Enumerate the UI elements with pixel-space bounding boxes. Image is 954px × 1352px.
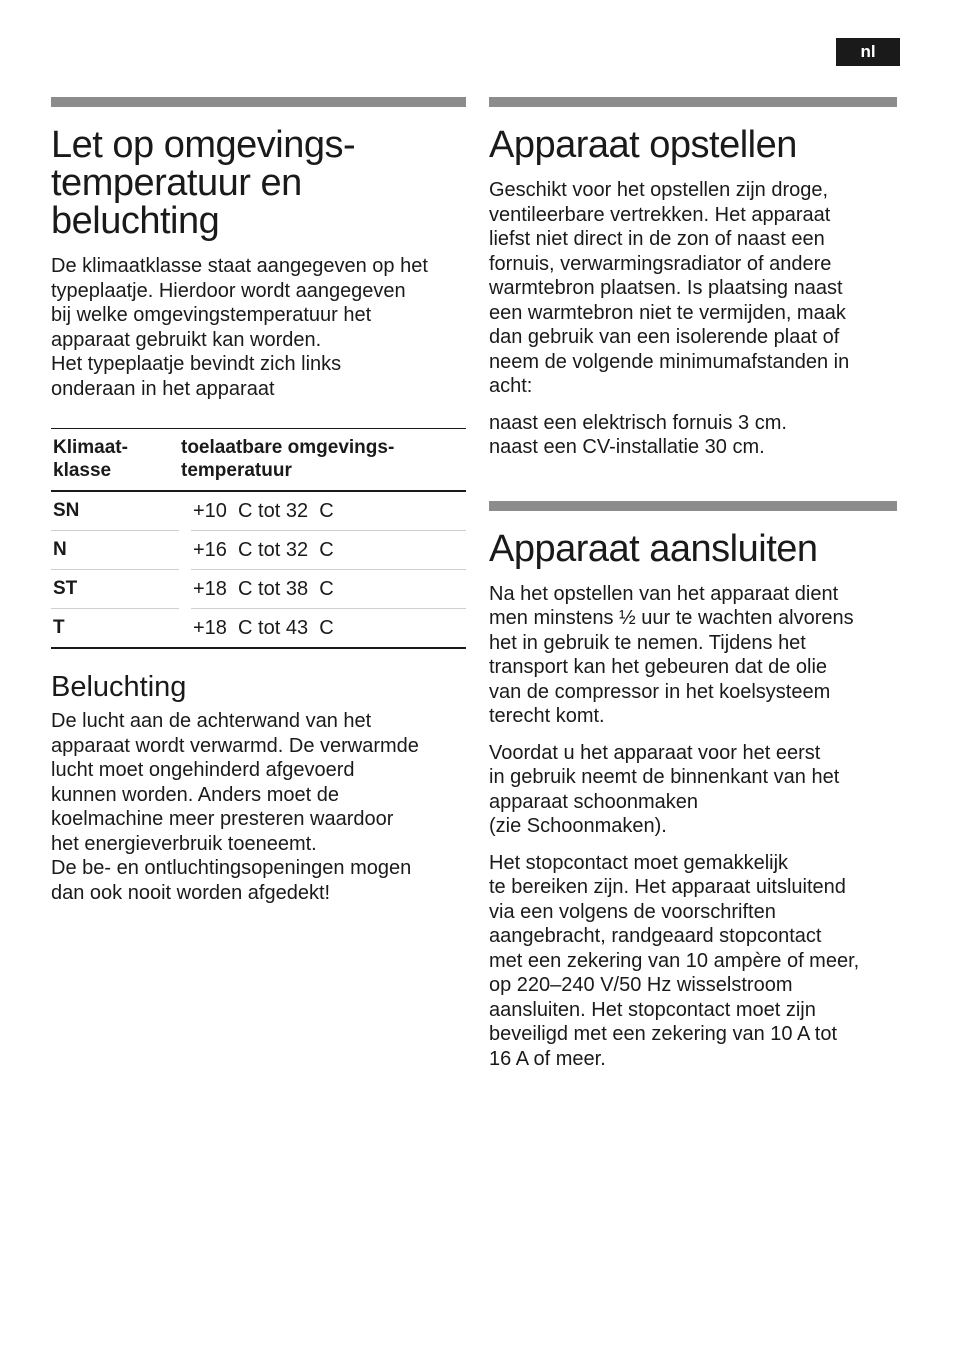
section-rule bbox=[51, 97, 466, 107]
section-title-opstellen: Apparaat opstellen bbox=[489, 124, 797, 166]
table-row bbox=[51, 491, 466, 531]
intro-paragraph: De klimaatklasse staat aangegeven op het typeplaatje. Hierdoor wordt aangegeven bij welke omgevingstemperatuur het apparaat gebruikt kan worden. Het typeplaatje bevindt zich links onderaan in het apparaat bbox=[51, 255, 428, 400]
language-badge: nl bbox=[836, 38, 900, 66]
aansluiten-paragraph-3: Het stopcontact moet gemakkelijk te bereiken zijn. Het apparaat uitsluitend via een volgens de voorschriften aangebracht, randgeaard stopcontact met een zekering van 10 ampère of meer, op 220–240 V/50 Hz wisselstroom aansluiten. Het stopcontact moet zijn beveiligd met een zekering van 10 A tot 16 A of meer. bbox=[489, 851, 860, 1070]
section-title-aansluiten: Apparaat aansluiten bbox=[489, 527, 818, 570]
section-title-omgevingstemperatuur: Let op omgevings- temperatuur en beluchting bbox=[51, 124, 356, 242]
temperatuur-cell: +18 C tot 38 C bbox=[191, 570, 466, 609]
column-header-klasse: Klimaat- klasse bbox=[51, 429, 179, 492]
temperatuur-cell: +16 C tot 32 C bbox=[191, 531, 466, 570]
table-row bbox=[51, 609, 466, 649]
klasse-cell: N bbox=[51, 531, 179, 570]
temperatuur-cell: +10 C tot 32 C bbox=[191, 491, 466, 531]
right-column bbox=[489, 97, 897, 1083]
climate-class-table bbox=[51, 428, 466, 649]
subheading-beluchting: Beluchting bbox=[51, 671, 187, 703]
table-row bbox=[51, 531, 466, 570]
temperatuur-cell: +18 C tot 43 C bbox=[193, 616, 334, 639]
aansluiten-section bbox=[489, 501, 897, 1072]
klasse-cell: SN bbox=[51, 491, 179, 531]
aansluiten-paragraph-2: Voordat u het apparaat voor het eerst in gebruik neemt de binnenkant van het apparaat schoonmaken (zie Schoonmaken). bbox=[489, 741, 840, 837]
section-rule bbox=[489, 97, 897, 107]
table-header-row bbox=[51, 429, 466, 492]
opstellen-paragraph: Geschikt voor het opstellen zijn droge, ventileerbare vertrekken. Het apparaat liefst niet direct in de zon of naast een fornuis, verwarmingsradiator of andere warmtebron plaatsen. Is plaatsing naast een warmtebron niet te vermijden, maak dan gebruik van een isolerende plaat of neem de volgende minimumafstanden in acht: bbox=[489, 179, 850, 397]
section-rule bbox=[489, 501, 897, 511]
klasse-cell: T bbox=[53, 617, 65, 638]
table-row bbox=[51, 570, 466, 609]
aansluiten-paragraph-1: Na het opstellen van het apparaat dient men minstens ½ uur te wachten alvorens het in gebruik te nemen. Tijdens het transport kan het gebeuren dat de olie van de compressor in het koelsysteem terecht komt. bbox=[489, 582, 854, 727]
left-column bbox=[51, 97, 466, 917]
column-header-temperatuur: toelaatbare omgevings- temperatuur bbox=[179, 429, 466, 492]
beluchting-paragraph: De lucht aan de achterwand van het apparaat wordt verwarmd. De verwarmde lucht moet ongehinderd afgevoerd kunnen worden. Anders moet de koelmachine meer presteren waardoor het energieverbruik toeneemt. De be- en ontluchtingsopeningen mogen dan ook nooit worden afgedekt! bbox=[51, 710, 419, 904]
klasse-cell: ST bbox=[51, 570, 179, 609]
minimum-distances-paragraph: naast een elektrisch fornuis 3 cm. naast een CV-installatie 30 cm. bbox=[489, 411, 787, 458]
